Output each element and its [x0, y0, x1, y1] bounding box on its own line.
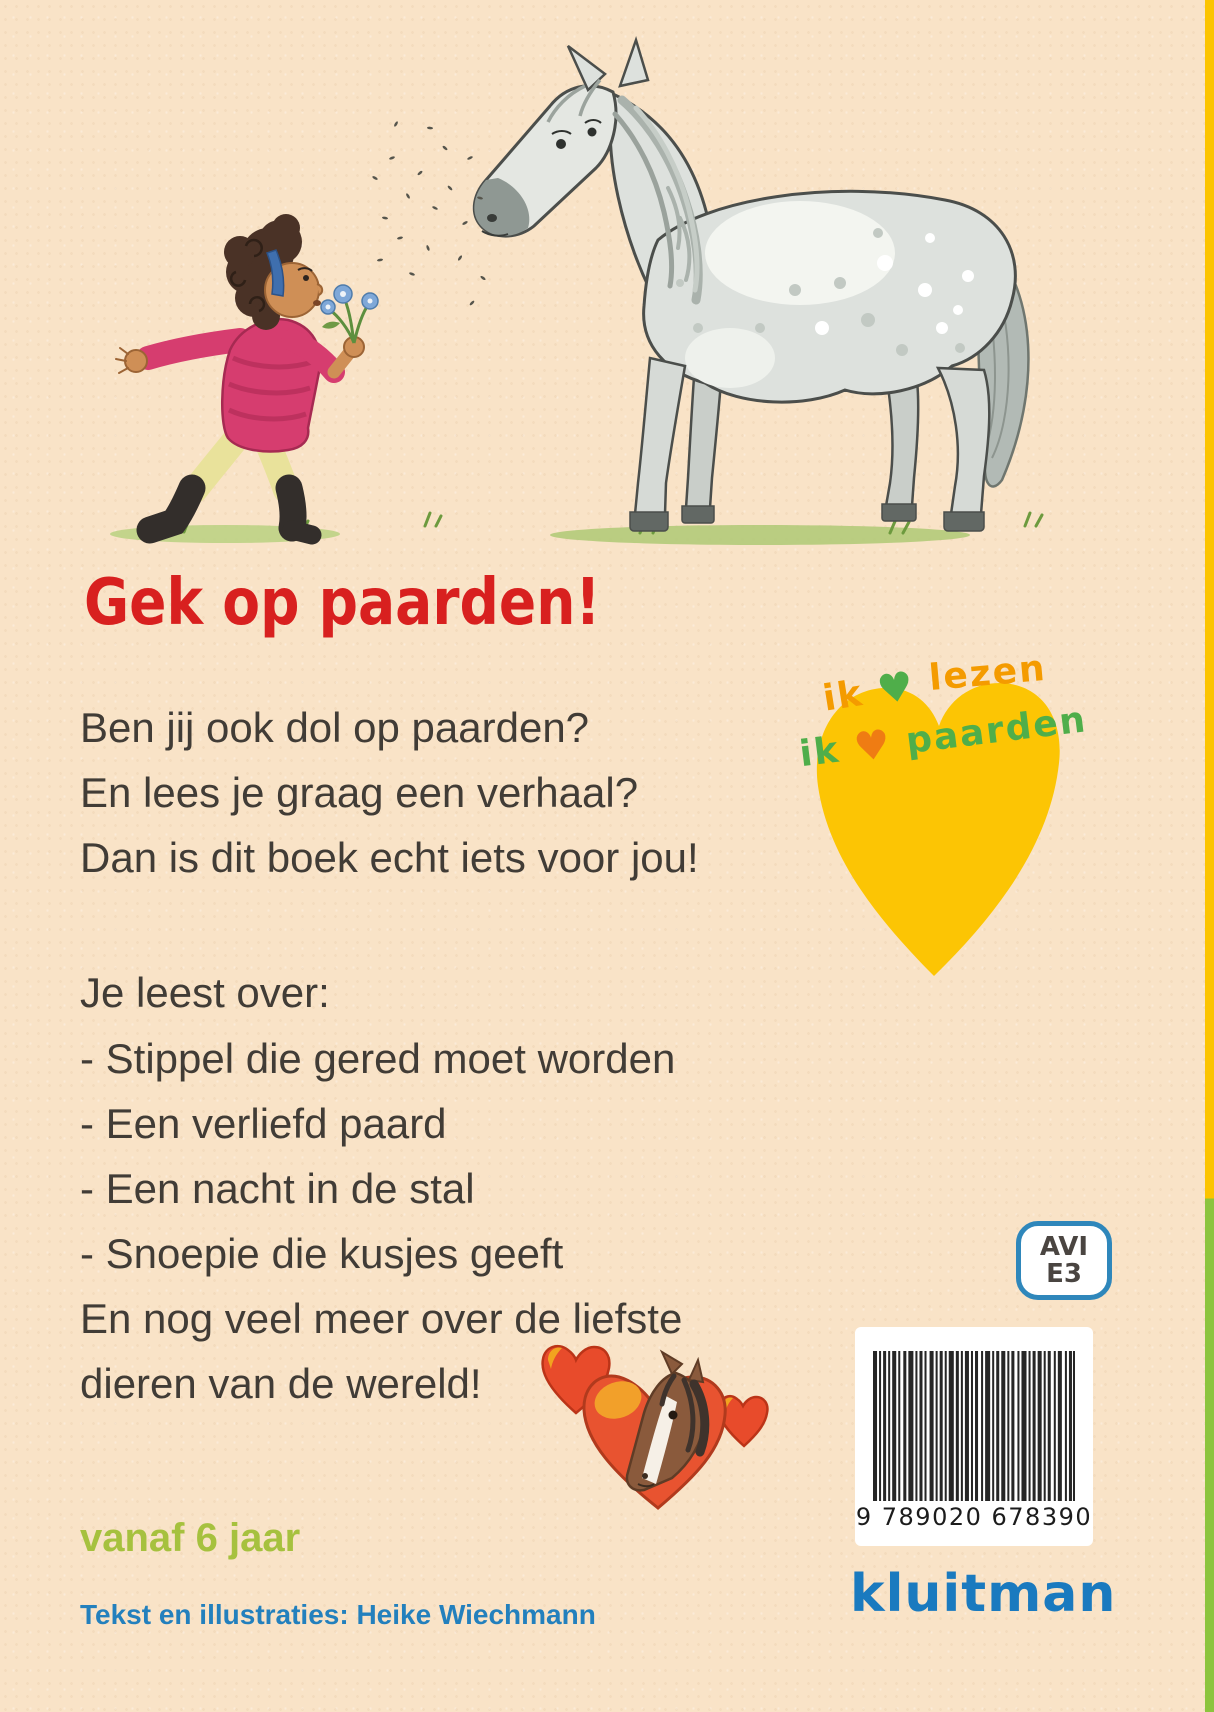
isbn-barcode	[855, 1327, 1093, 1546]
avi-sublevel: E3	[1046, 1258, 1082, 1289]
pony-head-with-hearts-drawing	[526, 1318, 776, 1523]
heart-badge-word: lezen	[927, 647, 1048, 700]
publisher-logo: kluitman	[850, 1564, 1117, 1624]
list-item: - Een nacht in de stal	[80, 1165, 475, 1212]
spine-edge-strip	[1205, 0, 1214, 1712]
heart-icon: ♥	[874, 662, 919, 715]
book-title: Gek op paarden!	[84, 566, 601, 640]
intro-line: En lees je graag een verhaal?	[80, 769, 639, 816]
intro-line: Ben jij ook dol op paarden?	[80, 704, 590, 751]
list-item: - Stippel die gered moet worden	[80, 1035, 676, 1082]
girl-blowing-seeds-at-pony-drawing	[40, 28, 1100, 548]
credits-line: Tekst en illustraties: Heike Wiechmann	[80, 1599, 596, 1630]
heart-badge-word: ik	[797, 729, 843, 776]
blue-flowers	[321, 285, 378, 343]
pony-head-with-hearts-vignette	[526, 1318, 776, 1523]
ik-hou-van-lezen-heart-badge	[788, 588, 1090, 990]
heart-badge-word: paarden	[903, 699, 1090, 763]
grey-pony	[474, 40, 1028, 531]
list-item: - Snoepie die kusjes geeft	[80, 1230, 564, 1277]
floating-seeds	[372, 121, 486, 306]
avi-level: AVI	[1039, 1231, 1089, 1262]
age-note: vanaf 6 jaar	[80, 1516, 301, 1560]
heart-badge-word: ik	[820, 672, 867, 720]
outro-line: dieren van de wereld!	[80, 1360, 482, 1407]
outro-line: En nog veel meer over de liefste	[80, 1295, 683, 1342]
heart-icon: ♥	[851, 721, 895, 772]
list-item: - Een verliefd paard	[80, 1100, 447, 1147]
intro-line: Dan is dit boek echt iets voor jou!	[80, 834, 699, 881]
main-illustration-girl-and-pony	[40, 28, 1100, 548]
girl-blowing-seeds	[116, 214, 378, 535]
isbn-number: 9 789020 678390	[855, 1503, 1093, 1531]
intro-paragraph	[80, 695, 699, 890]
list-heading: Je leest over:	[80, 969, 330, 1016]
avi-level-badge	[1016, 1221, 1112, 1300]
barcode-bars	[873, 1351, 1075, 1501]
